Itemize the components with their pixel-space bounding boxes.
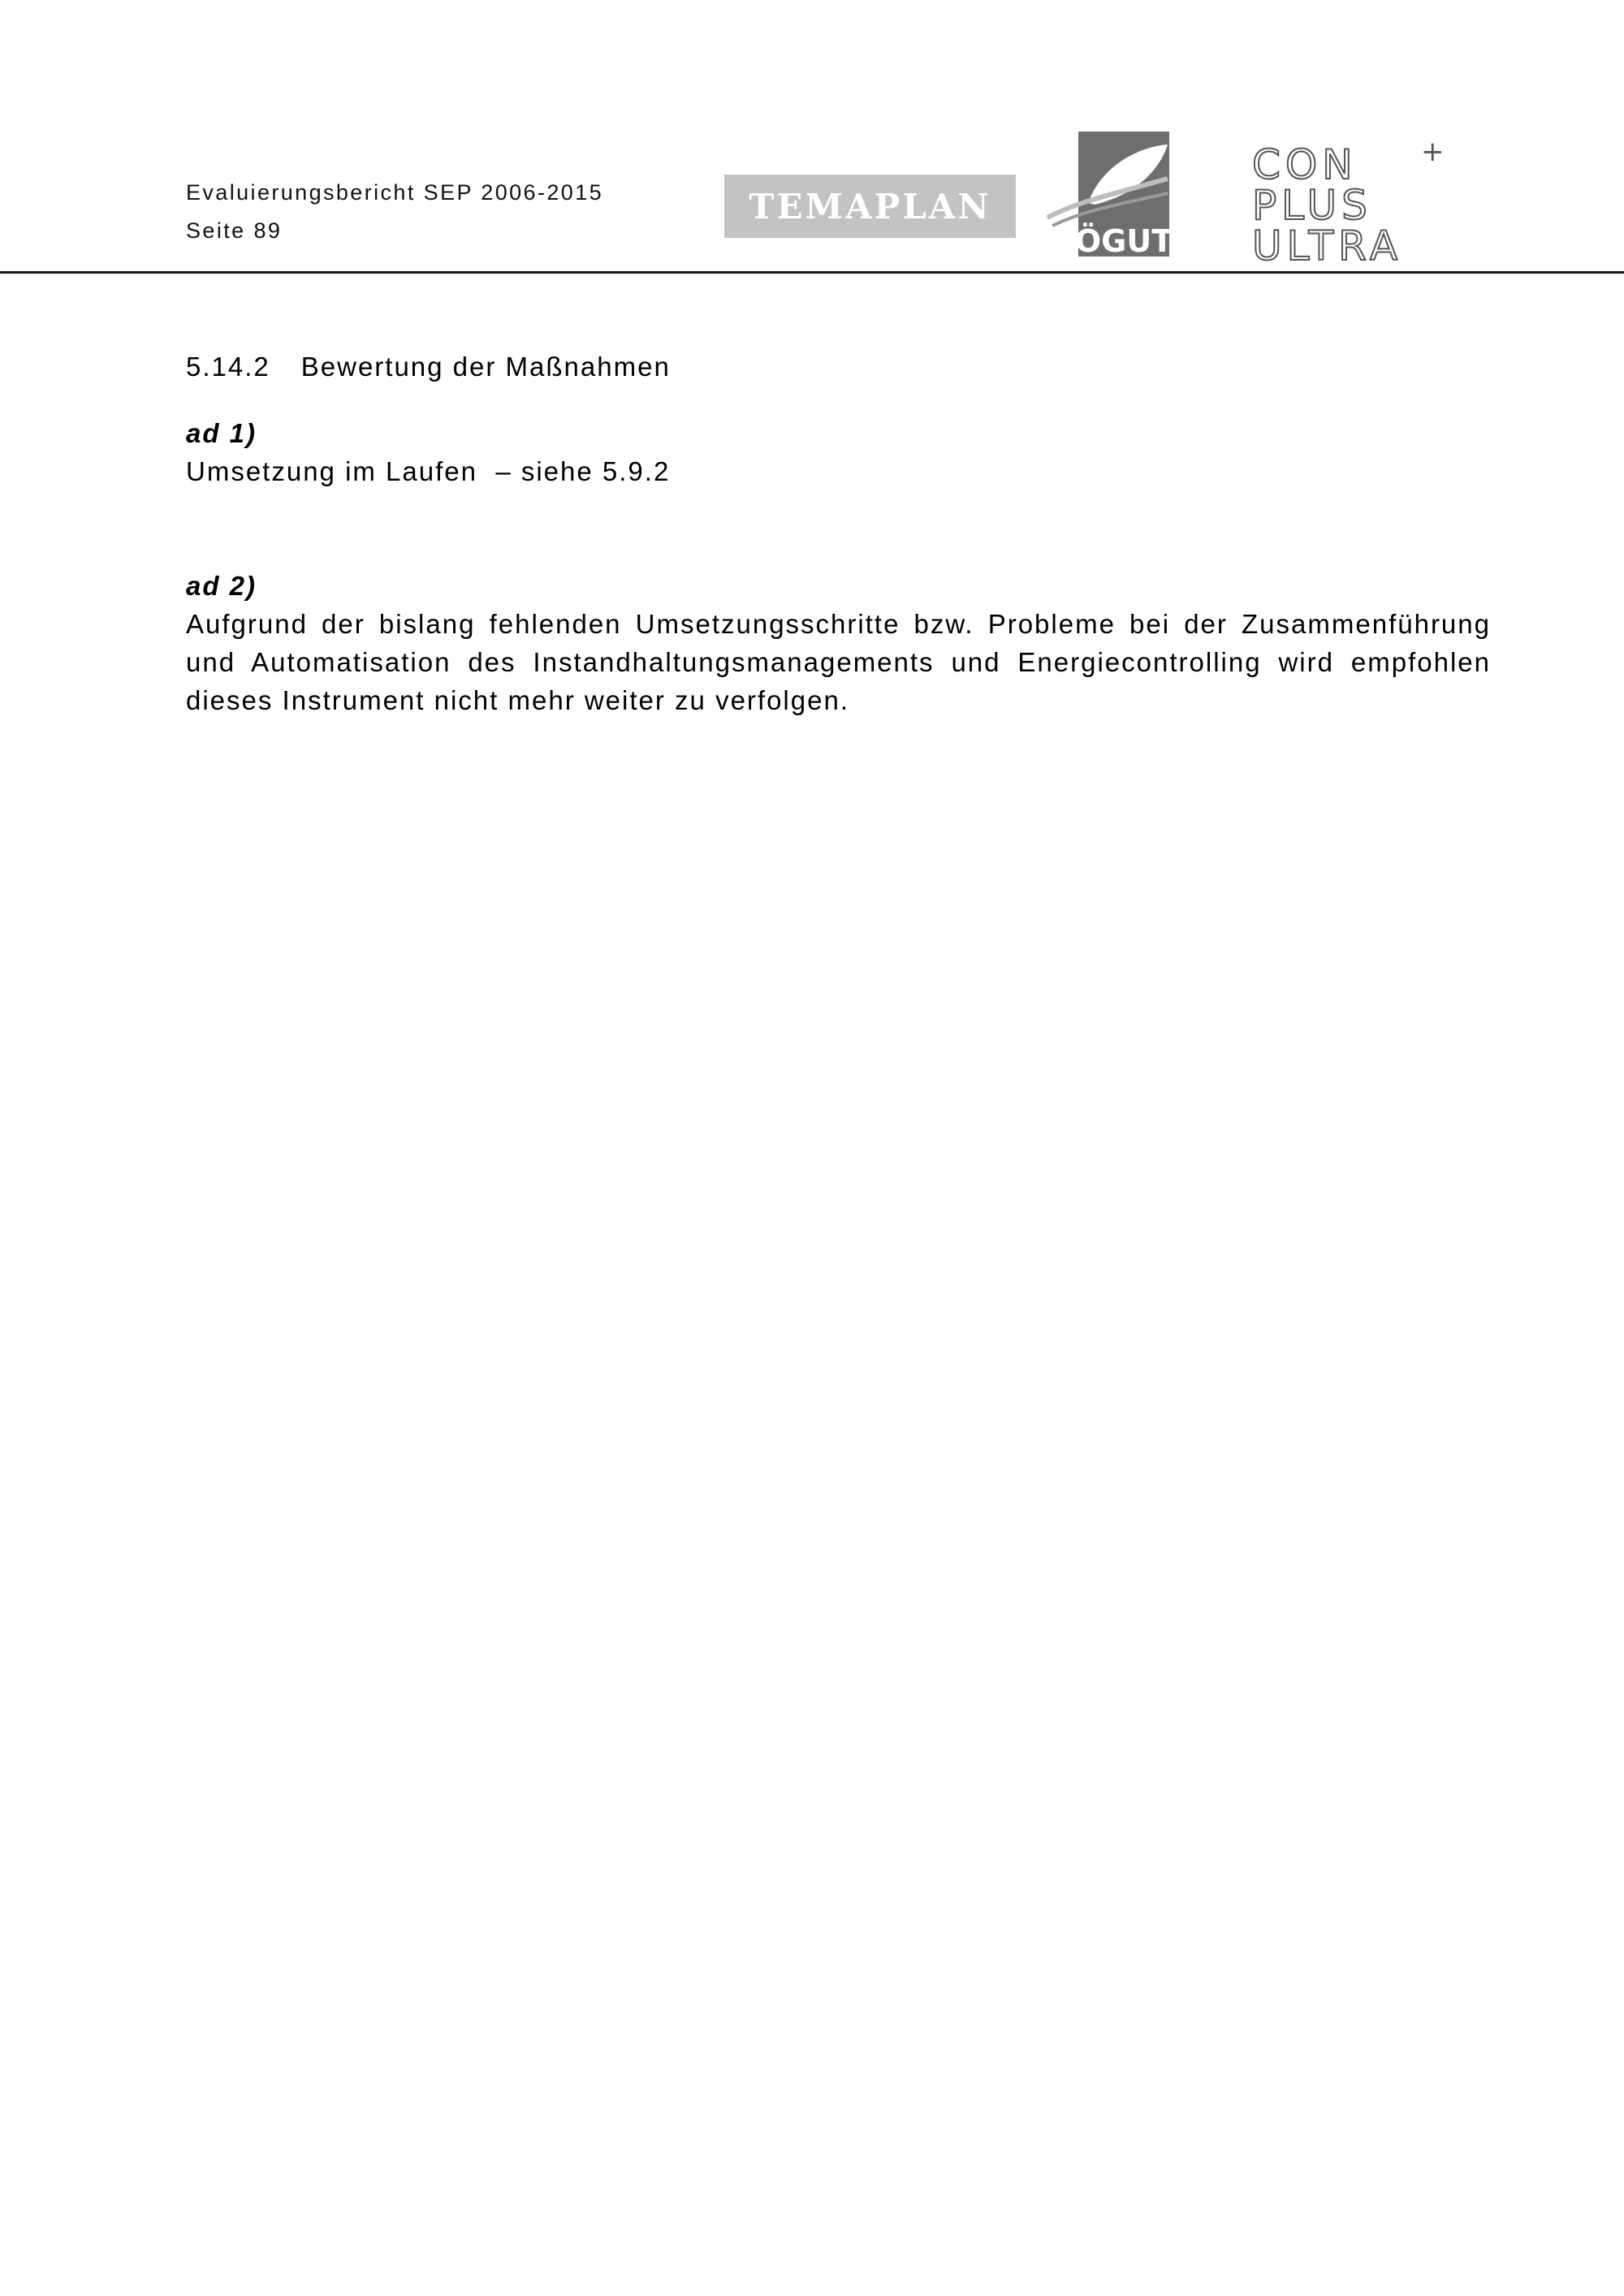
item-heading: ad 1) [186, 418, 257, 448]
ogut-logo-text: ÖGUT [1074, 223, 1173, 259]
item-ad-2 [186, 567, 1491, 719]
item-text: Aufgrund der bislang fehlenden Umsetzungsschritte bzw. Probleme bei der Zusammenführung und Automatisation des Instandhaltungsmanagements und Energiecontrolling wird empfohlen dieses Instrument nicht mehr weiter zu verfolgen. [186, 609, 1491, 715]
conplusultra-logo [1250, 136, 1453, 266]
section-heading [186, 347, 1491, 386]
ultra-text: ULTRA [1252, 222, 1403, 266]
section-number: 5.14.2 [186, 352, 270, 382]
page-content [186, 347, 1491, 719]
temaplan-logo [724, 175, 1016, 238]
temaplan-logo-text: TEMAPLAN [749, 186, 991, 227]
item-ad-1 [186, 414, 1491, 490]
header-divider [0, 271, 1624, 274]
report-title: Evaluierungsbericht SEP 2006-2015 [186, 180, 603, 205]
plus-text: PLUS [1252, 182, 1372, 229]
item-text: Umsetzung im Laufen – siehe 5.9.2 [186, 456, 671, 486]
item-heading: ad 2) [186, 571, 257, 601]
con-text: CON [1252, 141, 1358, 188]
page-number: Seite 89 [186, 218, 283, 243]
ogut-logo [1046, 130, 1187, 260]
section-title: Bewertung der Maßnahmen [300, 352, 671, 382]
spacer [186, 490, 1491, 567]
plus-sign: + [1421, 136, 1445, 168]
